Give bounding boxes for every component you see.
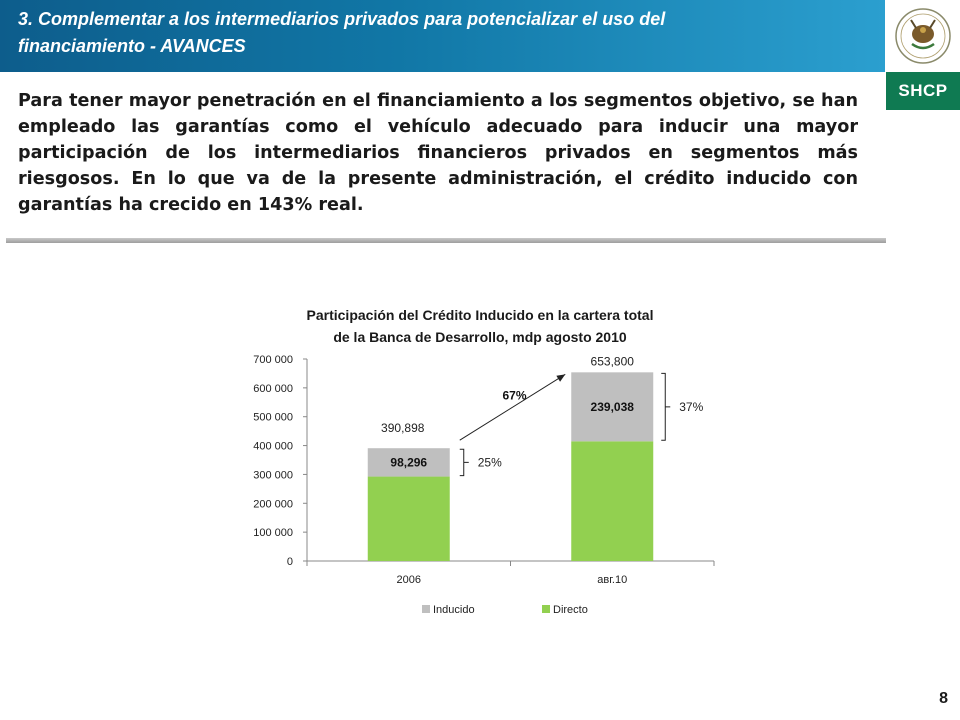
bar-directo: [571, 441, 653, 561]
bar-directo: [368, 477, 450, 561]
legend-label: Inducido: [433, 604, 475, 616]
y-tick-label: 200 000: [253, 498, 293, 511]
y-tick-label: 100 000: [253, 527, 293, 540]
y-tick-label: 400 000: [253, 440, 293, 453]
share-label: 25%: [477, 455, 502, 470]
total-value-label: 390,898: [381, 421, 425, 436]
slide-title-line2: financiamiento - AVANCES: [18, 36, 246, 56]
chart-title-line1: Participación del Crédito Inducido en la cartera total: [306, 307, 654, 323]
inducido-value-label: 98,296: [390, 455, 428, 470]
legend-swatch: [542, 605, 550, 613]
slide-title-line1: 3. Complementar a los intermediarios privados para potencializar el uso del: [18, 9, 666, 29]
inducido-value-label: 239,038: [590, 399, 634, 414]
legend-label: Directo: [553, 604, 588, 616]
total-value-label: 653,800: [590, 354, 634, 369]
page-number: 8: [939, 690, 948, 707]
share-label: 37%: [679, 399, 704, 414]
x-tick-label: авг.10: [597, 574, 628, 586]
chart-title-line2: de la Banca de Desarrollo, mdp agosto 2010: [333, 329, 627, 345]
share-bracket: [460, 449, 469, 475]
legend-swatch: [422, 605, 430, 613]
growth-label: 67%: [502, 388, 527, 403]
y-tick-label: 600 000: [253, 382, 293, 395]
y-tick-label: 300 000: [253, 469, 293, 482]
y-tick-label: 500 000: [253, 411, 293, 424]
x-tick-label: 2006: [396, 574, 421, 586]
shcp-badge: SHCP: [886, 72, 960, 110]
growth-arrowhead: [556, 374, 565, 381]
growth-arrow-line: [460, 374, 566, 440]
y-tick-label: 700 000: [253, 354, 293, 366]
intro-paragraph: Para tener mayor penetración en el financiamiento a los segmentos objetivo, se han empleado las garantías como el vehículo adecuado para inducir una mayor participación de los intermediarios financieros privados en segmentos más riesgosos. En lo que va de la presente administración, el crédito inducido con garantías ha crecido en 143% real.: [18, 91, 858, 215]
y-tick-label: 0: [286, 556, 293, 568]
share-bracket: [661, 373, 670, 440]
